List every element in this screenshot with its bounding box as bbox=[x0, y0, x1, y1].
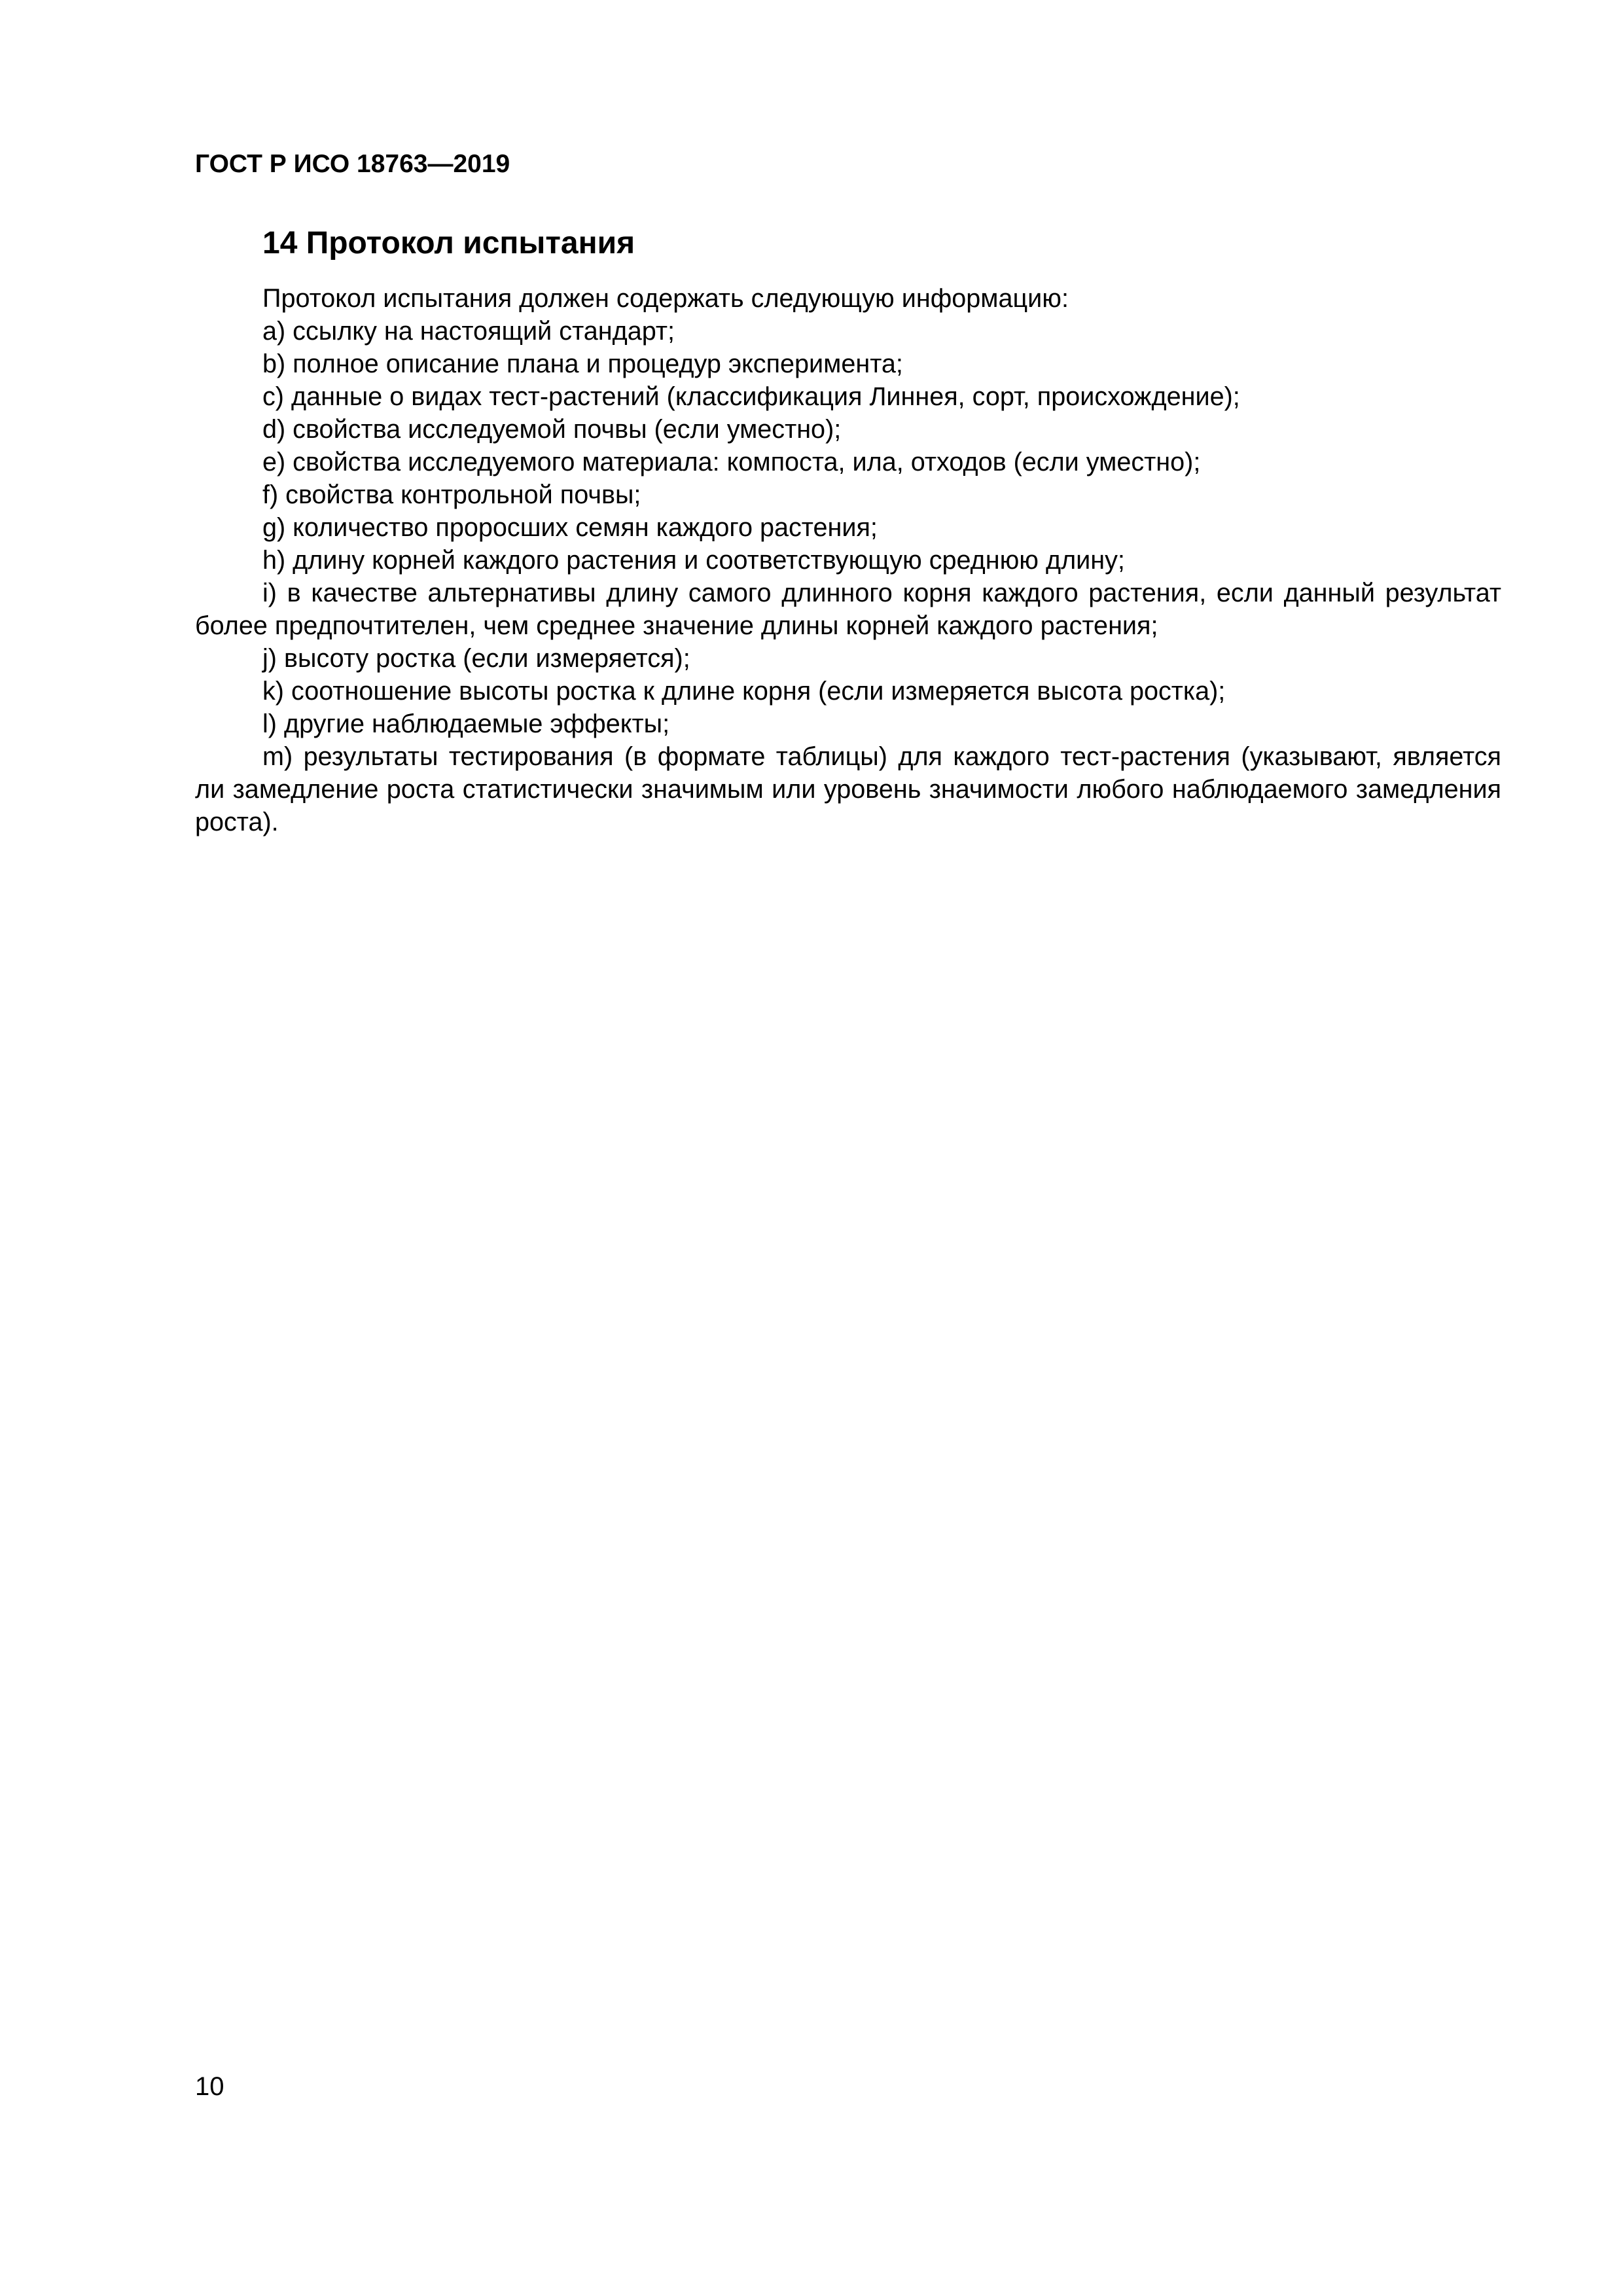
list-item-i: i) в качестве альтернативы длину самого длинного корня каждого растения, если данный результат более предпочтителен, чем среднее значение длины корней каждого растения; bbox=[195, 579, 1501, 640]
section-title: 14 Протокол испытания bbox=[262, 226, 635, 260]
list-item-m: m) результаты тестирования (в формате таблицы) для каждого тест-растения (указывают, является ли замедление роста статистически значимым или уровень значимости любого наблюдаемого замедления роста). bbox=[195, 742, 1501, 836]
list-item-g: g) количество проросших семян каждого растения; bbox=[262, 513, 878, 542]
list-item-h: h) длину корней каждого растения и соответствующую среднюю длину; bbox=[262, 546, 1125, 575]
list-item-k: k) соотношение высоты ростка к длине корня (если измеряется высота ростка); bbox=[262, 677, 1226, 706]
section-body bbox=[195, 282, 1501, 838]
page-number: 10 bbox=[195, 2072, 224, 2101]
list-item-j: j) высоту ростка (если измеряется); bbox=[262, 644, 690, 673]
list-item-f: f) свойства контрольной почвы; bbox=[262, 480, 641, 509]
list-item-a: a) ссылку на настоящий стандарт; bbox=[262, 317, 675, 346]
list-item-e: e) свойства исследуемого материала: компоста, ила, отходов (если уместно); bbox=[262, 448, 1201, 476]
intro-paragraph: Протокол испытания должен содержать следующую информацию: bbox=[262, 284, 1069, 313]
document-header: ГОСТ Р ИСО 18763—2019 bbox=[195, 150, 510, 178]
list-item-b: b) полное описание плана и процедур эксперимента; bbox=[262, 350, 903, 378]
list-item-d: d) свойства исследуемой почвы (если уместно); bbox=[262, 415, 842, 444]
list-item-c: c) данные о видах тест-растений (классификация Линнея, сорт, происхождение); bbox=[262, 382, 1240, 411]
list-item-l: l) другие наблюдаемые эффекты; bbox=[262, 709, 670, 738]
